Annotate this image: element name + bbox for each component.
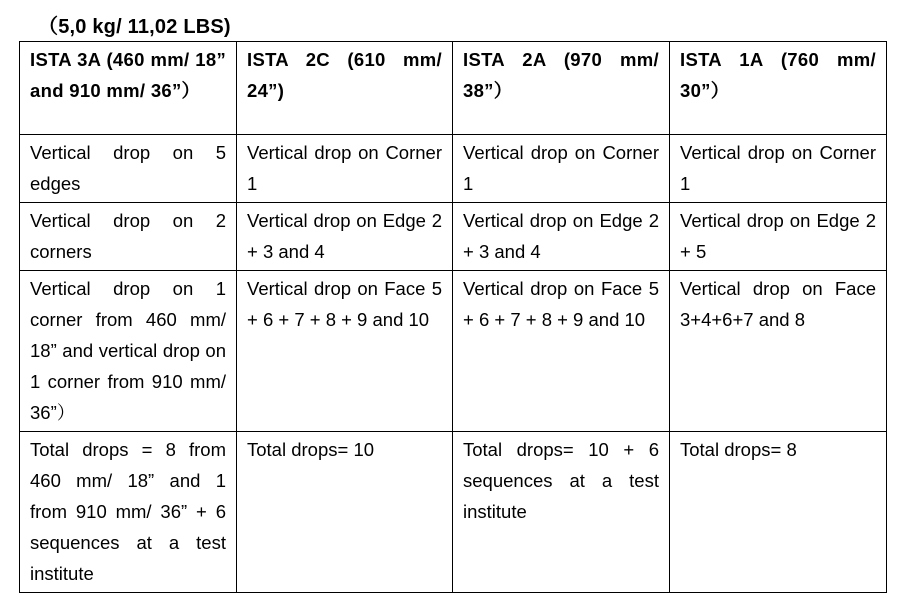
table-row [20, 271, 887, 432]
table-header-row [20, 42, 887, 135]
table-cell: Total drops= 10 [237, 432, 453, 593]
table-cell: Vertical drop on Face 5 + 6 + 7 + 8 + 9 and 10 [453, 271, 670, 432]
table-cell: Total drops= 10 + 6 sequences at a test institute [453, 432, 670, 593]
document-title: （5,0 kg/ 11,02 LBS) [38, 16, 231, 38]
table-cell: Total drops = 8 from 460 mm/ 18” and 1 from 910 mm/ 36” + 6 sequences at a test institute [20, 432, 237, 593]
table-cell: Vertical drop on Face 3+4+6+7 and 8 [670, 271, 887, 432]
table-cell: Vertical drop on 1 corner from 460 mm/ 18” and vertical drop on 1 corner from 910 mm/ 36”） [20, 271, 237, 432]
table-row [20, 432, 887, 593]
table-cell: Vertical drop on Edge 2 + 5 [670, 203, 887, 271]
table-cell: Vertical drop on Corner 1 [453, 135, 670, 203]
header-ista-1a: ISTA 1A (760 mm/ 30”） [670, 42, 887, 135]
table-cell: Vertical drop on Edge 2 + 3 and 4 [453, 203, 670, 271]
table-cell: Vertical drop on Corner 1 [237, 135, 453, 203]
table-cell: Vertical drop on Face 5 + 6 + 7 + 8 + 9 and 10 [237, 271, 453, 432]
table-cell: Vertical drop on 2 corners [20, 203, 237, 271]
table-cell: Total drops= 8 [670, 432, 887, 593]
header-ista-3a: ISTA 3A (460 mm/ 18” and 910 mm/ 36”） [20, 42, 237, 135]
header-ista-2c: ISTA 2C (610 mm/ 24”) [237, 42, 453, 135]
table-row [20, 135, 887, 203]
ista-drop-test-table [19, 41, 887, 593]
table-cell: Vertical drop on 5 edges [20, 135, 237, 203]
table-row [20, 203, 887, 271]
table-cell: Vertical drop on Edge 2 + 3 and 4 [237, 203, 453, 271]
table-cell: Vertical drop on Corner 1 [670, 135, 887, 203]
header-ista-2a: ISTA 2A (970 mm/ 38”） [453, 42, 670, 135]
